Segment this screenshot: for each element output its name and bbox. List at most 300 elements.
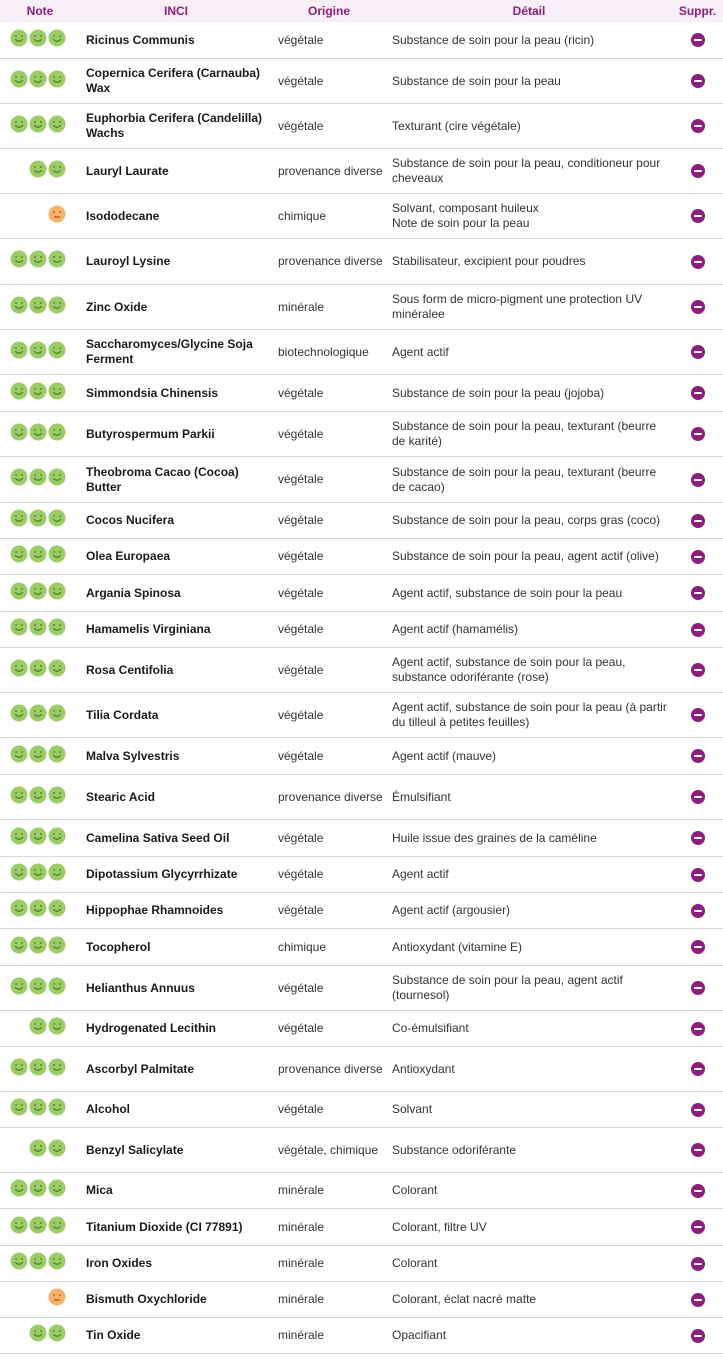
delete-cell: [672, 663, 723, 677]
table-row: [0, 539, 723, 575]
detail-value: Agent actif: [392, 344, 449, 359]
delete-button[interactable]: [691, 790, 705, 804]
green-smiley-icon: [29, 977, 47, 1000]
inci-name: Camelina Sativa Seed Oil: [86, 830, 230, 845]
green-smiley-icon: [10, 1216, 28, 1239]
detail-value: Substance de soin pour la peau, texturant (beurre de karité): [392, 419, 657, 448]
rating-cell: [0, 977, 80, 1000]
delete-cell: [672, 1293, 723, 1307]
origine-value: minérale: [278, 1256, 325, 1270]
table-row: [0, 693, 723, 738]
delete-cell: [672, 1329, 723, 1343]
table-row: [0, 1282, 723, 1318]
delete-cell: [672, 831, 723, 845]
table-row: [0, 59, 723, 104]
table-row: [0, 104, 723, 149]
inci-name: Argania Spinosa: [86, 585, 181, 600]
rating-cell: [0, 341, 80, 364]
green-smiley-icon: [29, 1098, 47, 1121]
green-smiley-icon: [48, 341, 66, 364]
delete-cell: [672, 749, 723, 763]
inci-name: Butyrospermum Parkii: [86, 426, 215, 441]
orange-neutral-icon: [48, 205, 66, 228]
detail-value: Substance de soin pour la peau, agent actif (tournesol): [392, 973, 623, 1002]
inci-name: Ricinus Communis: [86, 32, 195, 47]
delete-button[interactable]: [691, 586, 705, 600]
table-row: [0, 648, 723, 693]
origine-value: végétale: [278, 385, 324, 400]
detail-value: Agent actif, substance de soin pour la peau (à partir du tilleul à petites feuilles): [392, 700, 667, 729]
table-row: [0, 285, 723, 330]
rating-cell: [0, 863, 80, 886]
delete-button[interactable]: [691, 1143, 705, 1157]
green-smiley-icon: [29, 659, 47, 682]
rating-cell: [0, 704, 80, 727]
origine-value: végétale: [278, 426, 324, 441]
green-smiley-icon: [48, 468, 66, 491]
delete-button[interactable]: [691, 904, 705, 918]
detail-value: Émulsifiant: [392, 789, 451, 804]
detail-value: Agent actif (mauve): [392, 748, 497, 763]
origine-value: minérale: [278, 1183, 325, 1197]
delete-cell: [672, 255, 723, 269]
delete-button[interactable]: [691, 74, 705, 88]
delete-cell: [672, 300, 723, 314]
inci-name: Hydrogenated Lecithin: [86, 1021, 217, 1035]
green-smiley-icon: [29, 618, 47, 641]
delete-button[interactable]: [691, 514, 705, 528]
green-smiley-icon: [48, 786, 66, 809]
delete-cell: [672, 1103, 723, 1117]
delete-cell: [672, 345, 723, 359]
inci-name: Alcohol: [86, 1102, 130, 1116]
origine-value: végétale: [278, 980, 324, 995]
table-row: [0, 1011, 723, 1047]
origine-value: végétale: [278, 1021, 324, 1035]
table-row: [0, 738, 723, 775]
delete-cell: [672, 1220, 723, 1234]
green-smiley-icon: [29, 863, 47, 886]
green-smiley-icon: [29, 745, 47, 768]
inci-name: Bismuth Oxychloride: [86, 1292, 207, 1306]
inci-name: Malva Sylvestris: [86, 748, 180, 763]
delete-button[interactable]: [691, 209, 705, 223]
rating-cell: [0, 745, 80, 768]
detail-value: Co-émulsifiant: [392, 1021, 469, 1035]
detail-value: Texturant (cire végétale): [392, 118, 521, 133]
origine-value: végétale: [278, 1102, 324, 1116]
green-smiley-icon: [29, 827, 47, 850]
delete-cell: [672, 1257, 723, 1271]
table-row: [0, 1047, 723, 1092]
rating-cell: [0, 936, 80, 959]
inci-name: Tocopherol: [86, 939, 151, 954]
origine-value: minérale: [278, 1219, 325, 1234]
header-suppr: Suppr.: [678, 4, 717, 18]
delete-button[interactable]: [691, 164, 705, 178]
green-smiley-icon: [29, 1017, 47, 1040]
detail-value: Agent actif, substance de soin pour la peau: [392, 585, 623, 600]
green-smiley-icon: [10, 1179, 28, 1202]
origine-value: végétale: [278, 513, 324, 527]
detail-value: Antioxydant (vitamine E): [392, 939, 523, 954]
detail-value: Solvant, composant huileux Note de soin pour la peau: [392, 201, 539, 230]
delete-cell: [672, 1143, 723, 1157]
inci-name: Iron Oxides: [86, 1256, 153, 1270]
green-smiley-icon: [29, 509, 47, 532]
origine-value: végétale: [278, 585, 324, 600]
green-smiley-icon: [29, 704, 47, 727]
green-smiley-icon: [48, 115, 66, 138]
detail-value: Substance de soin pour la peau: [392, 73, 561, 88]
delete-button[interactable]: [691, 33, 705, 47]
rating-cell: [0, 382, 80, 405]
table-row: [0, 239, 723, 285]
table-row: [0, 1173, 723, 1209]
origine-value: biotechnologique: [278, 344, 369, 359]
rating-cell: [0, 1324, 80, 1347]
table-row: [0, 857, 723, 893]
green-smiley-icon: [29, 545, 47, 568]
delete-cell: [672, 868, 723, 882]
detail-value: Solvant: [392, 1102, 433, 1116]
inci-name: Theobroma Cacao (Cocoa) Butter: [86, 464, 239, 494]
delete-button[interactable]: [691, 119, 705, 133]
inci-name: Hippophae Rhamnoides: [86, 903, 224, 917]
delete-button[interactable]: [691, 623, 705, 637]
rating-cell: [0, 659, 80, 682]
table-row: [0, 820, 723, 857]
inci-name: Hamamelis Virginiana: [86, 622, 211, 636]
table-row: [0, 575, 723, 612]
delete-cell: [672, 623, 723, 637]
green-smiley-icon: [29, 1324, 47, 1347]
delete-cell: [672, 514, 723, 528]
green-smiley-icon: [48, 1179, 66, 1202]
green-smiley-icon: [48, 1252, 66, 1275]
delete-cell: [672, 981, 723, 995]
inci-name: Tilia Cordata: [86, 707, 159, 722]
table-row: [0, 929, 723, 966]
delete-cell: [672, 940, 723, 954]
table-row: [0, 893, 723, 929]
green-smiley-icon: [10, 786, 28, 809]
detail-value: Substance de soin pour la peau, conditioneur pour cheveaux: [392, 156, 661, 185]
rating-cell: [0, 70, 80, 93]
green-smiley-icon: [48, 827, 66, 850]
inci-name: Mica: [86, 1183, 113, 1197]
detail-value: Substance de soin pour la peau, corps gras (coco): [392, 513, 661, 527]
detail-value: Substance de soin pour la peau, texturant (beurre de cacao): [392, 464, 657, 494]
rating-cell: [0, 1288, 80, 1311]
green-smiley-icon: [10, 899, 28, 922]
green-smiley-icon: [29, 250, 47, 273]
green-smiley-icon: [48, 582, 66, 605]
inci-name: Helianthus Annuus: [86, 980, 195, 995]
delete-button[interactable]: [691, 868, 705, 882]
table-row: [0, 612, 723, 648]
orange-neutral-icon: [48, 1288, 66, 1311]
green-smiley-icon: [48, 899, 66, 922]
header-detail: Détail: [512, 4, 546, 18]
delete-button[interactable]: [691, 1329, 705, 1343]
green-smiley-icon: [48, 296, 66, 319]
origine-value: chimique: [278, 208, 327, 223]
table-row: [0, 1209, 723, 1246]
origine-value: végétale: [278, 867, 324, 881]
rating-cell: [0, 423, 80, 446]
delete-cell: [672, 386, 723, 400]
delete-button[interactable]: [691, 940, 705, 954]
green-smiley-icon: [10, 70, 28, 93]
detail-value: Substance odoriférante: [392, 1142, 517, 1157]
green-smiley-icon: [29, 899, 47, 922]
origine-value: végétale: [278, 830, 324, 845]
inci-name: Tin Oxide: [86, 1328, 141, 1342]
rating-cell: [0, 1216, 80, 1239]
green-smiley-icon: [29, 341, 47, 364]
origine-value: minérale: [278, 1292, 325, 1306]
delete-cell: [672, 209, 723, 223]
delete-button[interactable]: [691, 831, 705, 845]
table-row: [0, 457, 723, 503]
header-note: Note: [26, 4, 54, 18]
rating-cell: [0, 786, 80, 809]
inci-name: Rosa Centifolia: [86, 662, 174, 677]
rating-cell: [0, 1252, 80, 1275]
green-smiley-icon: [10, 863, 28, 886]
rating-cell: [0, 899, 80, 922]
delete-button[interactable]: [691, 1184, 705, 1198]
inci-name: Euphorbia Cerifera (Candelilla) Wachs: [86, 111, 263, 140]
green-smiley-icon: [48, 1324, 66, 1347]
detail-value: Substance de soin pour la peau, agent actif (olive): [392, 549, 659, 563]
inci-name: Benzyl Salicylate: [86, 1142, 184, 1157]
rating-cell: [0, 29, 80, 52]
green-smiley-icon: [48, 1216, 66, 1239]
green-smiley-icon: [10, 509, 28, 532]
green-smiley-icon: [48, 1017, 66, 1040]
green-smiley-icon: [48, 509, 66, 532]
inci-name: Simmondsia Chinensis: [86, 385, 219, 400]
origine-value: végétale: [278, 549, 324, 563]
rating-cell: [0, 160, 80, 183]
table-row: [0, 775, 723, 820]
table-body: [0, 22, 723, 1354]
green-smiley-icon: [10, 545, 28, 568]
green-smiley-icon: [48, 29, 66, 52]
delete-button[interactable]: [691, 1257, 705, 1271]
green-smiley-icon: [10, 618, 28, 641]
rating-cell: [0, 618, 80, 641]
origine-value: végétale: [278, 622, 324, 636]
green-smiley-icon: [48, 863, 66, 886]
delete-cell: [672, 74, 723, 88]
origine-value: provenance diverse: [278, 1061, 383, 1076]
green-smiley-icon: [10, 936, 28, 959]
green-smiley-icon: [29, 468, 47, 491]
header-inci: INCI: [164, 4, 188, 18]
detail-value: Agent actif: [392, 867, 449, 881]
inci-name: Dipotassium Glycyrrhizate: [86, 867, 238, 881]
delete-button[interactable]: [691, 981, 705, 995]
table-row: [0, 1246, 723, 1282]
table-row: [0, 194, 723, 239]
origine-value: végétale: [278, 73, 324, 88]
inci-name: Stearic Acid: [86, 789, 155, 804]
delete-cell: [672, 119, 723, 133]
detail-value: Opacifiant: [392, 1328, 447, 1342]
rating-cell: [0, 205, 80, 228]
detail-value: Colorant: [392, 1183, 438, 1197]
delete-cell: [672, 550, 723, 564]
green-smiley-icon: [48, 70, 66, 93]
detail-value: Colorant, filtre UV: [392, 1219, 487, 1234]
green-smiley-icon: [10, 1098, 28, 1121]
delete-button[interactable]: [691, 427, 705, 441]
detail-value: Substance de soin pour la peau (ricin): [392, 32, 595, 47]
inci-name: Isododecane: [86, 208, 160, 223]
origine-value: chimique: [278, 939, 327, 954]
green-smiley-icon: [48, 545, 66, 568]
rating-cell: [0, 827, 80, 850]
origine-value: provenance diverse: [278, 254, 383, 268]
delete-button[interactable]: [691, 1293, 705, 1307]
delete-button[interactable]: [691, 1062, 705, 1076]
delete-cell: [672, 1022, 723, 1036]
origine-value: végétale, chimique: [278, 1142, 379, 1157]
green-smiley-icon: [10, 115, 28, 138]
delete-cell: [672, 1184, 723, 1198]
table-row: [0, 22, 723, 59]
green-smiley-icon: [29, 29, 47, 52]
detail-value: Antioxydant: [392, 1061, 455, 1076]
green-smiley-icon: [29, 296, 47, 319]
rating-cell: [0, 1058, 80, 1081]
header-origine: Origine: [307, 4, 350, 18]
delete-cell: [672, 33, 723, 47]
detail-value: Colorant: [392, 1256, 438, 1270]
green-smiley-icon: [29, 582, 47, 605]
rating-cell: [0, 296, 80, 319]
green-smiley-icon: [48, 1139, 66, 1162]
origine-value: végétale: [278, 903, 324, 917]
delete-button[interactable]: [691, 1022, 705, 1036]
inci-name: Lauroyl Lysine: [86, 254, 171, 268]
origine-value: végétale: [278, 662, 324, 677]
green-smiley-icon: [48, 250, 66, 273]
green-smiley-icon: [10, 704, 28, 727]
delete-button[interactable]: [691, 663, 705, 677]
green-smiley-icon: [48, 160, 66, 183]
delete-button[interactable]: [691, 1103, 705, 1117]
delete-cell: [672, 904, 723, 918]
green-smiley-icon: [10, 745, 28, 768]
green-smiley-icon: [48, 1098, 66, 1121]
table-row: [0, 1318, 723, 1354]
delete-button[interactable]: [691, 473, 705, 487]
inci-name: Cocos Nucifera: [86, 513, 175, 527]
rating-cell: [0, 509, 80, 532]
green-smiley-icon: [29, 70, 47, 93]
inci-name: Titanium Dioxide (CI 77891): [86, 1219, 243, 1234]
detail-value: Huile issue des graines de la caméline: [392, 830, 597, 845]
green-smiley-icon: [10, 1058, 28, 1081]
delete-cell: [672, 427, 723, 441]
delete-button[interactable]: [691, 386, 705, 400]
inci-name: Zinc Oxide: [86, 299, 148, 314]
inci-name: Olea Europaea: [86, 549, 171, 563]
green-smiley-icon: [48, 659, 66, 682]
delete-cell: [672, 586, 723, 600]
rating-cell: [0, 115, 80, 138]
detail-value: Agent actif (hamamélis): [392, 622, 519, 636]
green-smiley-icon: [10, 250, 28, 273]
rating-cell: [0, 468, 80, 491]
origine-value: végétale: [278, 748, 324, 763]
green-smiley-icon: [29, 115, 47, 138]
delete-button[interactable]: [691, 550, 705, 564]
detail-value: Colorant, éclat nacré matte: [392, 1292, 537, 1306]
table-row: [0, 1128, 723, 1173]
detail-value: Agent actif (argousier): [392, 903, 511, 917]
green-smiley-icon: [48, 423, 66, 446]
rating-cell: [0, 1098, 80, 1121]
inci-name: Ascorbyl Palmitate: [86, 1061, 195, 1076]
green-smiley-icon: [10, 423, 28, 446]
inci-name: Saccharomyces/Glycine Soja Ferment: [86, 337, 253, 366]
table-row: [0, 330, 723, 375]
delete-button[interactable]: [691, 255, 705, 269]
origine-value: végétale: [278, 32, 324, 47]
rating-cell: [0, 545, 80, 568]
green-smiley-icon: [29, 1216, 47, 1239]
green-smiley-icon: [10, 468, 28, 491]
rating-cell: [0, 1179, 80, 1202]
delete-button[interactable]: [691, 1220, 705, 1234]
delete-button[interactable]: [691, 345, 705, 359]
green-smiley-icon: [29, 382, 47, 405]
delete-button[interactable]: [691, 749, 705, 763]
green-smiley-icon: [10, 382, 28, 405]
delete-cell: [672, 708, 723, 722]
rating-cell: [0, 250, 80, 273]
table-row: [0, 149, 723, 194]
green-smiley-icon: [10, 341, 28, 364]
green-smiley-icon: [10, 582, 28, 605]
green-smiley-icon: [10, 296, 28, 319]
detail-value: Stabilisateur, excipient pour poudres: [392, 254, 586, 268]
detail-value: Sous form de micro-pigment une protection UV minéralee: [392, 292, 643, 321]
delete-cell: [672, 790, 723, 804]
delete-cell: [672, 1062, 723, 1076]
table-row: [0, 966, 723, 1011]
table-row: [0, 375, 723, 412]
green-smiley-icon: [29, 786, 47, 809]
green-smiley-icon: [48, 745, 66, 768]
table-row: [0, 503, 723, 539]
inci-name: Copernica Cerifera (Carnauba) Wax: [86, 66, 261, 95]
green-smiley-icon: [10, 659, 28, 682]
green-smiley-icon: [48, 977, 66, 1000]
delete-button[interactable]: [691, 300, 705, 314]
green-smiley-icon: [10, 29, 28, 52]
origine-value: végétale: [278, 118, 324, 133]
rating-cell: [0, 1017, 80, 1040]
green-smiley-icon: [29, 936, 47, 959]
delete-button[interactable]: [691, 708, 705, 722]
green-smiley-icon: [10, 1252, 28, 1275]
